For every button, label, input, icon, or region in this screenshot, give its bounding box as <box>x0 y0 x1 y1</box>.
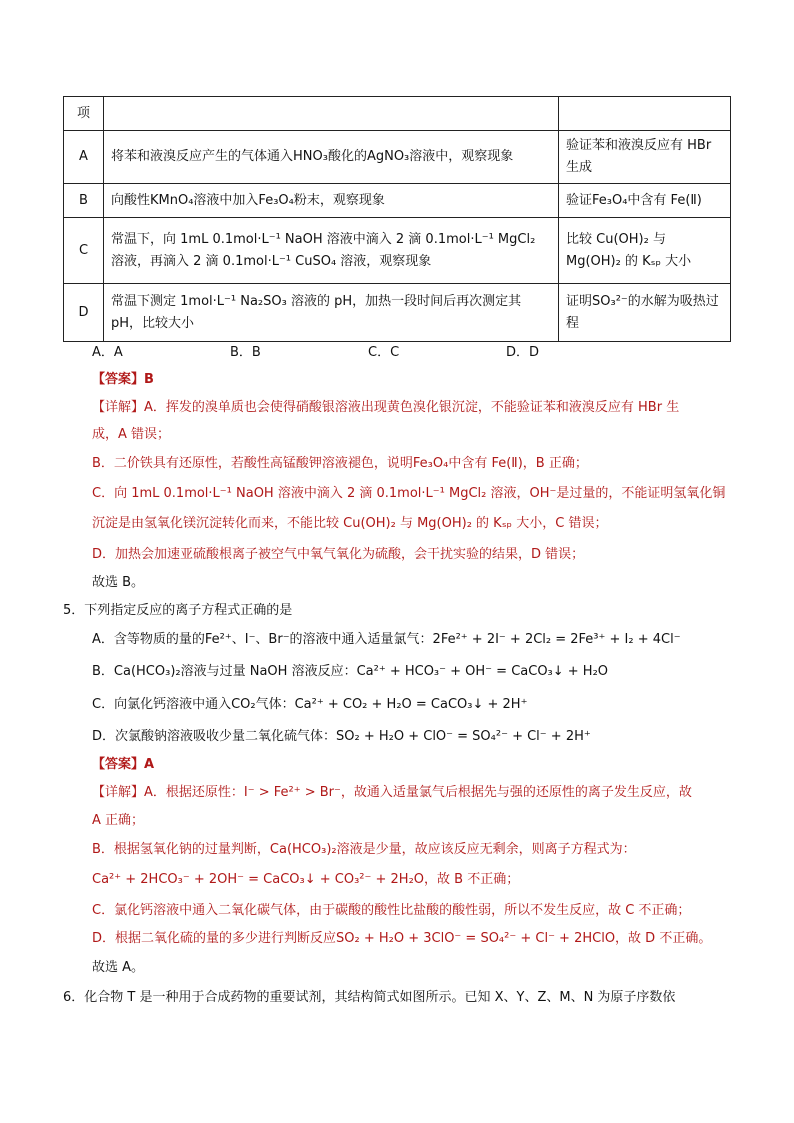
option-c: C．C <box>368 345 400 360</box>
experiment-table <box>63 96 731 342</box>
table-header-row <box>64 97 731 131</box>
q4-analysis-line: 成，A 错误； <box>92 427 171 442</box>
q5-conclusion: 故选 A。 <box>92 960 145 975</box>
option-b: B．B <box>230 345 261 360</box>
q4-options <box>92 343 644 363</box>
option-d: D．D <box>506 345 540 360</box>
q4-analysis-line: B．二价铁具有还原性，若酸性高锰酸钾溶液褪色，说明Fe₃O₄中含有 Fe(Ⅱ)，B 正确； <box>92 456 588 471</box>
table-header-cell: 项 <box>64 97 104 131</box>
q5-answer: 【答案】A <box>92 757 155 772</box>
option-a: A．A <box>92 345 123 360</box>
q5-analysis-line: C．氯化钙溶液中通入二氧化碳气体，由于碳酸的酸性比盐酸的酸性弱，所以不发生反应，故 C 不正确； <box>92 903 691 918</box>
row-label: B <box>64 184 104 218</box>
row-purpose: 验证苯和液溴反应有 HBr 生成 <box>559 131 731 184</box>
table-row <box>64 284 731 342</box>
q5-option-c: C．向氯化钙溶液中通入CO₂气体：Ca²⁺ + CO₂ + H₂O = CaCO₃↓ + 2H⁺ <box>92 697 528 712</box>
q5-analysis-line: D．根据二氧化硫的量的多少进行判断反应SO₂ + H₂O + 3ClO⁻ = SO₄²⁻ + Cl⁻ + 2HClO，故 D 不正确。 <box>92 931 712 946</box>
q6-stem: 6．化合物 T 是一种用于合成药物的重要试剂，其结构简式如图所示。已知 X、Y、Z、M、N 为原子序数依 <box>63 990 676 1005</box>
table-row <box>64 184 731 218</box>
row-purpose: 比较 Cu(OH)₂ 与 Mg(OH)₂ 的 Kₛₚ 大小 <box>559 218 731 284</box>
row-label: A <box>64 131 104 184</box>
q5-analysis-line: B．根据氢氧化钠的过量判断，Ca(HCO₃)₂溶液是少量，故应该反应无剩余，则离子方程式为： <box>92 842 636 857</box>
q5-analysis-line: 【详解】A．根据还原性：I⁻ > Fe²⁺ > Br⁻，故通入适量氯气后根据先与强的还原性的离子发生反应，故 <box>92 785 692 800</box>
row-purpose: 验证Fe₃O₄中含有 Fe(Ⅱ) <box>559 184 731 218</box>
q4-conclusion: 故选 B。 <box>92 575 145 590</box>
q4-analysis-line: D．加热会加速亚硫酸根离子被空气中氧气氧化为硫酸，会干扰实验的结果，D 错误； <box>92 547 585 562</box>
row-label: C <box>64 218 104 284</box>
table-row <box>64 218 731 284</box>
q5-analysis-line: Ca²⁺ + 2HCO₃⁻ + 2OH⁻ = CaCO₃↓ + CO₃²⁻ + 2H₂O，故 B 不正确； <box>92 872 520 887</box>
q5-option-a: A．含等物质的量的Fe²⁺、I⁻、Br⁻的溶液中通入适量氯气：2Fe²⁺ + 2I⁻ + 2Cl₂ = 2Fe³⁺ + I₂ + 4Cl⁻ <box>92 632 681 647</box>
row-label: D <box>64 284 104 342</box>
q4-analysis-line: 沉淀是由氢氧化镁沉淀转化而来，不能比较 Cu(OH)₂ 与 Mg(OH)₂ 的 Kₛₚ 大小，C 错误； <box>92 516 608 531</box>
table-header-cell <box>104 97 559 131</box>
q4-analysis-line: C．向 1mL 0.1mol·L⁻¹ NaOH 溶液中滴入 2 滴 0.1mol·L⁻¹ MgCl₂ 溶液，OH⁻是过量的，不能证明氢氧化铜 <box>92 486 726 501</box>
q5-option-b: B．Ca(HCO₃)₂溶液与过量 NaOH 溶液反应：Ca²⁺ + HCO₃⁻ + OH⁻ = CaCO₃↓ + H₂O <box>92 664 609 679</box>
q5-option-d: D．次氯酸钠溶液吸收少量二氧化硫气体：SO₂ + H₂O + ClO⁻ = SO₄²⁻ + Cl⁻ + 2H⁺ <box>92 729 591 744</box>
table-row <box>64 131 731 184</box>
q4-analysis-line: 【详解】A．挥发的溴单质也会使得硝酸银溶液出现黄色溴化银沉淀，不能验证苯和液溴反应有 HBr 生 <box>92 400 680 415</box>
table-header-cell <box>559 97 731 131</box>
q5-analysis-line: A 正确； <box>92 813 145 828</box>
row-method: 常温下，向 1mL 0.1mol·L⁻¹ NaOH 溶液中滴入 2 滴 0.1mol·L⁻¹ MgCl₂ 溶液，再滴入 2 滴 0.1mol·L⁻¹ CuSO₄ 溶液，观察现象 <box>104 218 559 284</box>
row-method: 常温下测定 1mol·L⁻¹ Na₂SO₃ 溶液的 pH，加热一段时间后再次测定其 pH，比较大小 <box>104 284 559 342</box>
row-method: 将苯和液溴反应产生的气体通入HNO₃酸化的AgNO₃溶液中，观察现象 <box>104 131 559 184</box>
q4-answer: 【答案】B <box>92 372 154 387</box>
q5-stem: 5．下列指定反应的离子方程式正确的是 <box>63 603 293 618</box>
row-method: 向酸性KMnO₄溶液中加入Fe₃O₄粉末，观察现象 <box>104 184 559 218</box>
row-purpose: 证明SO₃²⁻的水解为吸热过程 <box>559 284 731 342</box>
